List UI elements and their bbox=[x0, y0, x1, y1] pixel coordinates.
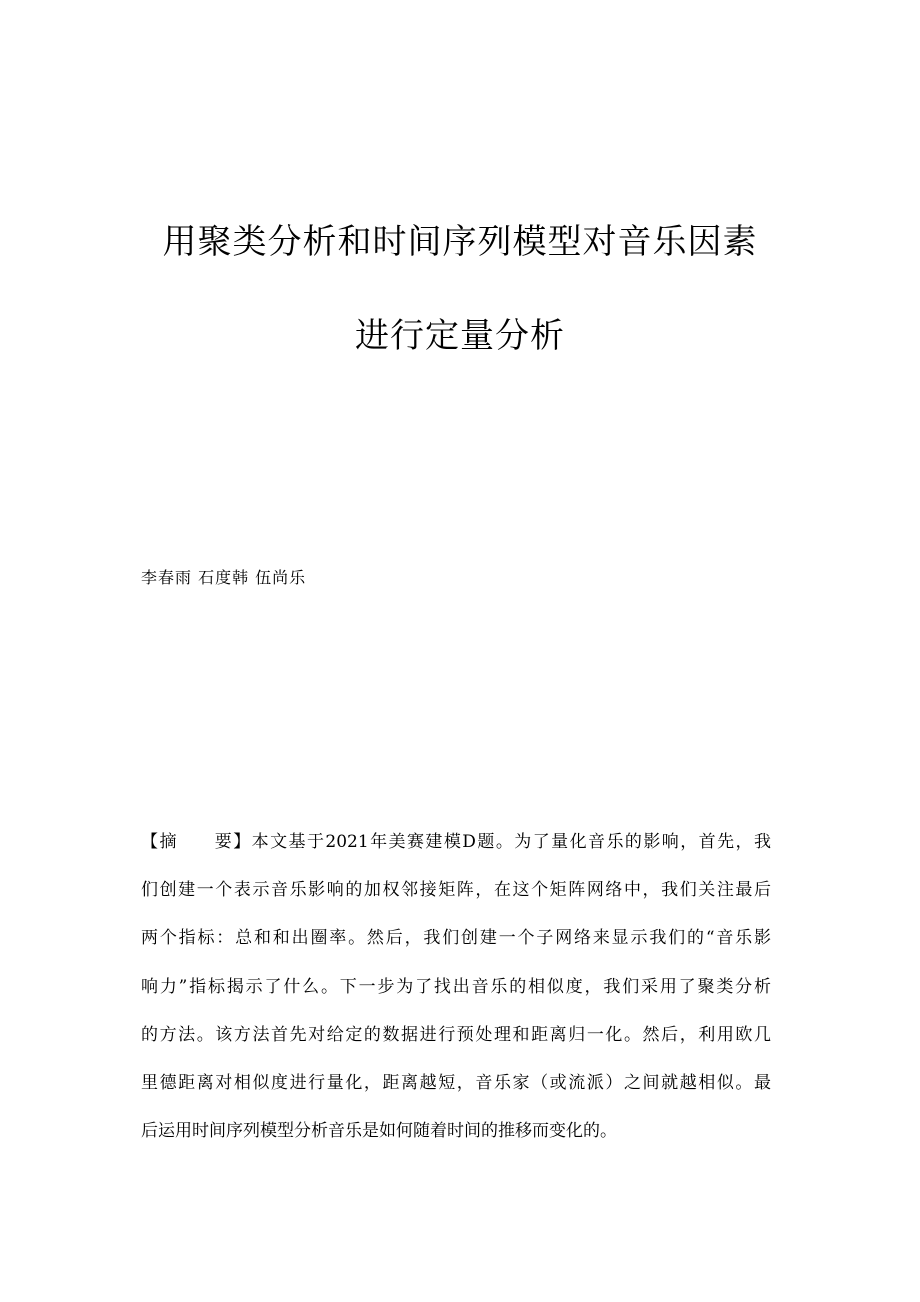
paper-title-line-2: 进行定量分析 bbox=[355, 316, 565, 356]
abstract-line: 后运用时间序列模型分析音乐是如何随着时间的推移而变化的。 bbox=[141, 1121, 617, 1142]
abstract bbox=[141, 826, 771, 1163]
abstract-line: 【摘 要】本文基于2021年美赛建模D题。为了量化音乐的影响，首先，我 bbox=[141, 832, 771, 852]
abstract-line: 们创建一个表示音乐影响的加权邻接矩阵，在这个矩阵网络中，我们关注最后 bbox=[141, 880, 771, 901]
author-list: 李春雨 石度韩 伍尚乐 bbox=[141, 568, 307, 587]
abstract-line: 的方法。该方法首先对给定的数据进行预处理和距离归一化。然后，利用欧几 bbox=[141, 1024, 771, 1045]
paper-title-line-1: 用聚类分析和时间序列模型对音乐因素 bbox=[162, 222, 758, 262]
abstract-line: 两个指标：总和和出圈率。然后，我们创建一个子网络来显示我们的“音乐影 bbox=[141, 928, 771, 949]
abstract-line: 里德距离对相似度进行量化，距离越短，音乐家（或流派）之间就越相似。最 bbox=[141, 1072, 771, 1093]
abstract-line: 响力”指标揭示了什么。下一步为了找出音乐的相似度，我们采用了聚类分析 bbox=[141, 976, 771, 997]
